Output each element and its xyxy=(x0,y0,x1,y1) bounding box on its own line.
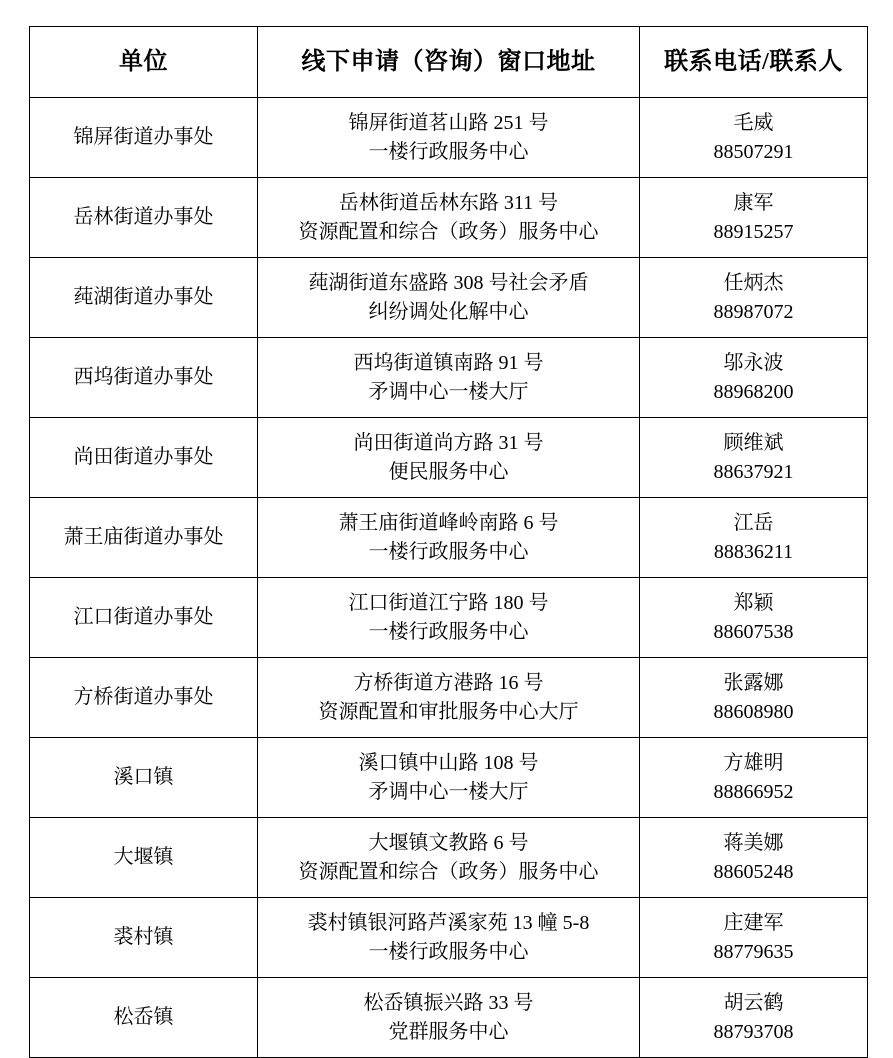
contact-name: 任炳杰 xyxy=(723,271,784,294)
cell-address xyxy=(258,418,640,498)
offline-application-contact-table xyxy=(29,26,868,1058)
contact-name: 康军 xyxy=(733,191,774,214)
cell-address xyxy=(258,818,640,898)
address-line-1: 岳林街道岳林东路 311 号 xyxy=(338,191,559,214)
contact-name: 郑颖 xyxy=(733,591,774,614)
cell-contact xyxy=(640,338,868,418)
cell-contact xyxy=(640,658,868,738)
address-line-1: 锦屏街道茗山路 251 号 xyxy=(348,111,549,134)
cell-address xyxy=(258,658,640,738)
cell-address xyxy=(258,338,640,418)
column-header-unit: 单位 xyxy=(30,27,258,98)
contact-name: 方雄明 xyxy=(723,751,784,774)
cell-contact xyxy=(640,978,868,1058)
address-line-1: 方桥街道方港路 16 号 xyxy=(353,671,544,694)
contact-phone: 88637921 xyxy=(713,460,794,483)
cell-unit: 锦屏街道办事处 xyxy=(30,98,258,178)
table-body xyxy=(30,98,868,1058)
cell-unit: 尚田街道办事处 xyxy=(30,418,258,498)
contact-name: 胡云鹤 xyxy=(723,991,784,1014)
address-line-2: 党群服务中心 xyxy=(388,1020,509,1043)
address-line-1: 溪口镇中山路 108 号 xyxy=(358,751,539,774)
contact-phone: 88968200 xyxy=(713,380,794,403)
contact-phone: 88608980 xyxy=(713,700,794,723)
cell-address xyxy=(258,178,640,258)
table-row xyxy=(30,578,868,658)
cell-unit: 莼湖街道办事处 xyxy=(30,258,258,338)
cell-address xyxy=(258,578,640,658)
cell-unit: 松岙镇 xyxy=(30,978,258,1058)
cell-unit: 萧王庙街道办事处 xyxy=(30,498,258,578)
table-row xyxy=(30,178,868,258)
table-row xyxy=(30,978,868,1058)
cell-contact xyxy=(640,738,868,818)
address-line-2: 资源配置和综合（政务）服务中心 xyxy=(298,220,599,243)
cell-contact xyxy=(640,898,868,978)
table-header xyxy=(30,27,868,98)
cell-unit: 大堰镇 xyxy=(30,818,258,898)
address-line-2: 纠纷调处化解中心 xyxy=(368,300,529,323)
contact-phone: 88987072 xyxy=(713,300,794,323)
table-row xyxy=(30,418,868,498)
contact-phone: 88605248 xyxy=(713,860,794,883)
address-line-1: 裘村镇银河路芦溪家苑 13 幢 5-8 xyxy=(307,911,590,934)
table-row xyxy=(30,338,868,418)
address-line-2: 一楼行政服务中心 xyxy=(368,940,529,963)
contact-name: 庄建军 xyxy=(723,911,784,934)
cell-address xyxy=(258,258,640,338)
cell-address xyxy=(258,498,640,578)
table-row xyxy=(30,658,868,738)
table-row xyxy=(30,738,868,818)
contact-phone: 88793708 xyxy=(713,1020,794,1043)
cell-contact xyxy=(640,498,868,578)
cell-contact xyxy=(640,98,868,178)
address-line-1: 西坞街道镇南路 91 号 xyxy=(353,351,544,374)
contact-phone: 88915257 xyxy=(713,220,794,243)
contact-name: 江岳 xyxy=(733,511,774,534)
contact-phone: 88779635 xyxy=(713,940,794,963)
address-line-2: 矛调中心一楼大厅 xyxy=(368,780,529,803)
address-line-2: 资源配置和综合（政务）服务中心 xyxy=(298,860,599,883)
cell-address xyxy=(258,898,640,978)
table-row xyxy=(30,818,868,898)
cell-unit: 方桥街道办事处 xyxy=(30,658,258,738)
address-line-1: 松岙镇振兴路 33 号 xyxy=(363,991,534,1014)
cell-contact xyxy=(640,178,868,258)
address-line-2: 一楼行政服务中心 xyxy=(368,540,529,563)
address-line-1: 莼湖街道东盛路 308 号社会矛盾 xyxy=(308,271,589,294)
contact-phone: 88866952 xyxy=(713,780,794,803)
contact-phone: 88836211 xyxy=(713,540,794,563)
address-line-2: 一楼行政服务中心 xyxy=(368,620,529,643)
table-row xyxy=(30,98,868,178)
cell-unit: 岳林街道办事处 xyxy=(30,178,258,258)
contact-name: 张露娜 xyxy=(723,671,784,694)
address-line-1: 大堰镇文教路 6 号 xyxy=(368,831,529,854)
address-line-1: 江口街道江宁路 180 号 xyxy=(348,591,549,614)
address-line-2: 资源配置和审批服务中心大厅 xyxy=(318,700,579,723)
contact-name: 顾维斌 xyxy=(723,431,784,454)
column-header-contact: 联系电话/联系人 xyxy=(640,27,868,98)
cell-contact xyxy=(640,818,868,898)
cell-address xyxy=(258,738,640,818)
contact-name: 蒋美娜 xyxy=(723,831,784,854)
cell-unit: 溪口镇 xyxy=(30,738,258,818)
table-row xyxy=(30,498,868,578)
cell-contact xyxy=(640,258,868,338)
column-header-address: 线下申请（咨询）窗口地址 xyxy=(258,27,640,98)
cell-address xyxy=(258,98,640,178)
table-row xyxy=(30,898,868,978)
contact-name: 毛威 xyxy=(733,111,774,134)
cell-address xyxy=(258,978,640,1058)
address-line-2: 矛调中心一楼大厅 xyxy=(368,380,529,403)
cell-unit: 裘村镇 xyxy=(30,898,258,978)
address-line-1: 萧王庙街道峰岭南路 6 号 xyxy=(338,511,559,534)
table-header-row xyxy=(30,27,868,98)
contact-phone: 88507291 xyxy=(713,140,794,163)
contact-table-wrapper xyxy=(29,26,867,1058)
address-line-1: 尚田街道尚方路 31 号 xyxy=(353,431,544,454)
cell-unit: 西坞街道办事处 xyxy=(30,338,258,418)
table-row xyxy=(30,258,868,338)
address-line-2: 一楼行政服务中心 xyxy=(368,140,529,163)
cell-contact xyxy=(640,578,868,658)
contact-name: 邬永波 xyxy=(723,351,784,374)
address-line-2: 便民服务中心 xyxy=(388,460,509,483)
cell-contact xyxy=(640,418,868,498)
contact-phone: 88607538 xyxy=(713,620,794,643)
cell-unit: 江口街道办事处 xyxy=(30,578,258,658)
